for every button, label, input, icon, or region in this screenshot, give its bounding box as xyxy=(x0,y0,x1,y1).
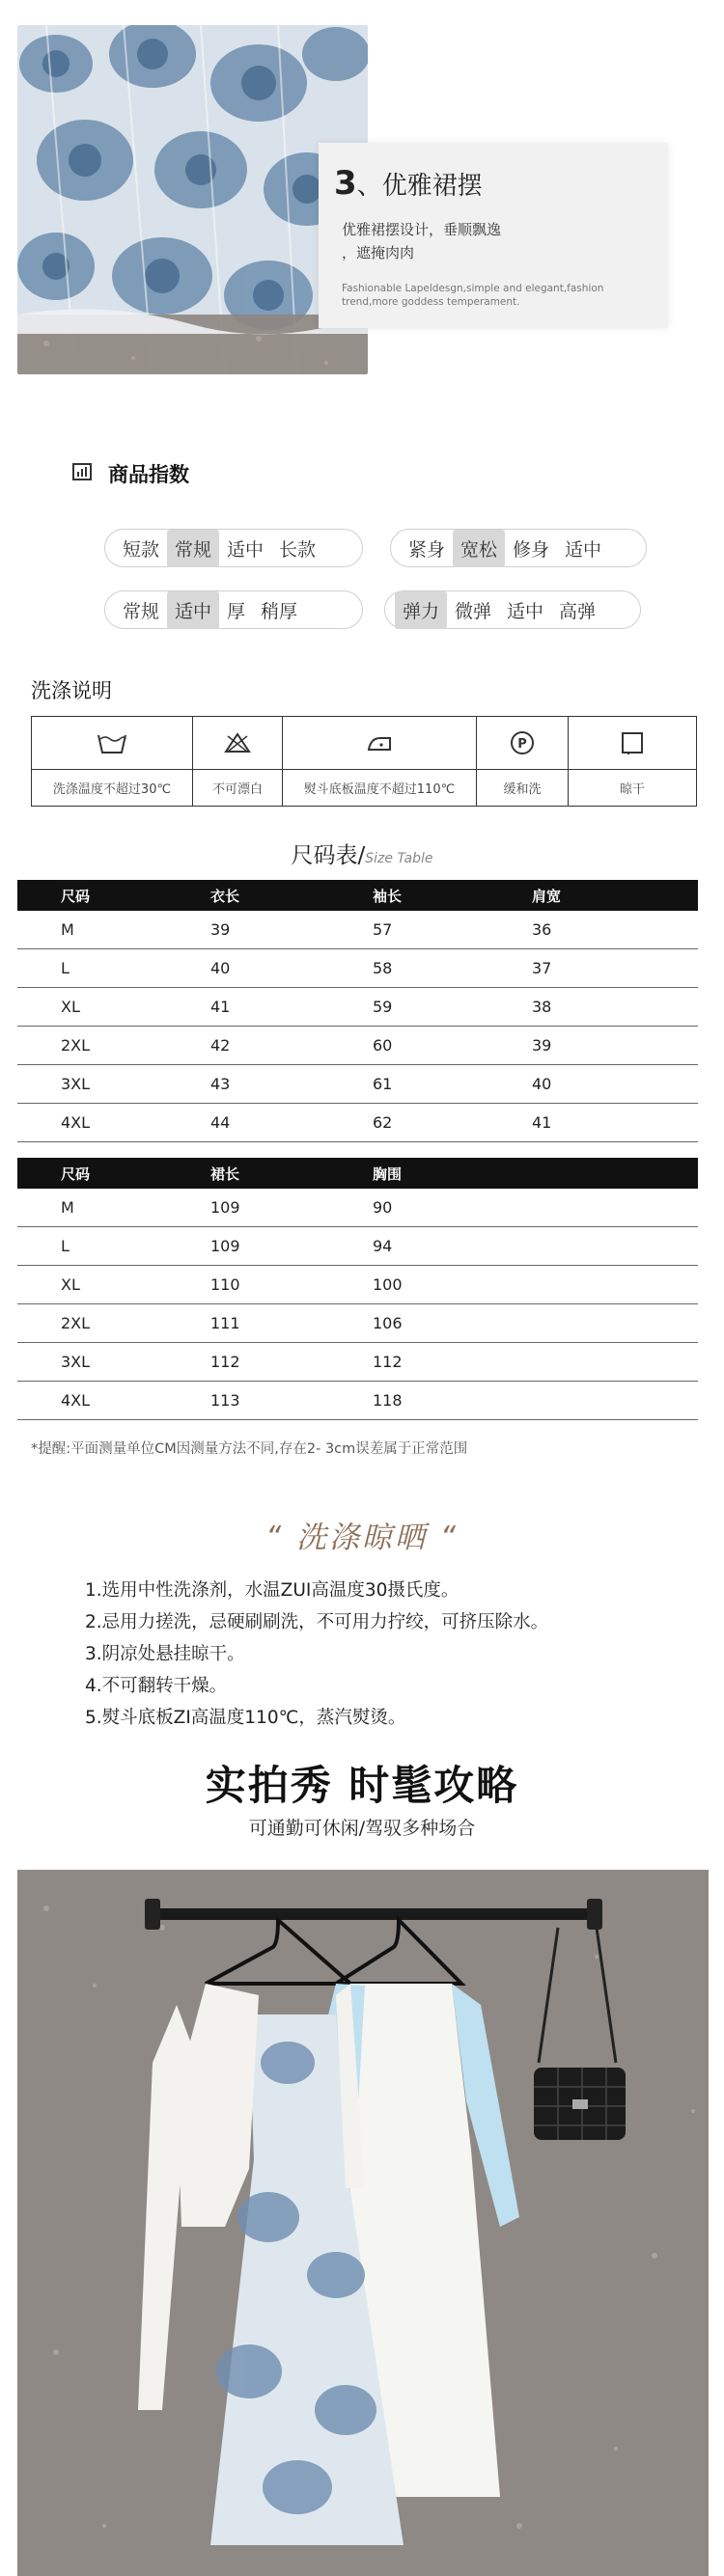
index-option: 适中 xyxy=(507,600,544,622)
index-option: 适中 xyxy=(227,538,265,561)
wash-cell xyxy=(283,717,477,806)
size-table-bottom xyxy=(17,1158,698,1420)
list-item: 2.忌用力搓洗，忌硬刷刷洗，不可用力拧绞，可挤压除水。 xyxy=(85,1612,549,1632)
column-header: 尺码 xyxy=(17,880,210,911)
index-option: 厚 xyxy=(227,600,246,622)
table-row: 3XL 43 61 40 xyxy=(17,1065,698,1104)
index-option: 高弹 xyxy=(559,600,597,622)
dry-square-icon xyxy=(569,717,696,770)
column-header: 胸围 xyxy=(373,1158,532,1189)
wash-label: 不可漂白 xyxy=(211,782,263,797)
fabric-closeup-image xyxy=(17,25,368,374)
index-thickness xyxy=(104,590,363,629)
showcase-photo xyxy=(17,1870,709,2576)
wash-dry-list xyxy=(85,1575,548,1734)
table-row: M 39 57 36 xyxy=(17,911,698,949)
index-option: 常规 xyxy=(123,600,160,622)
index-fit xyxy=(390,529,647,567)
dry-clean-p-icon xyxy=(477,717,568,770)
index-option-selected: 弹力 xyxy=(395,591,447,629)
wash-title: 洗涤说明 xyxy=(31,679,112,702)
index-option-selected: 宽松 xyxy=(453,530,505,567)
index-option: 修身 xyxy=(513,538,550,561)
index-option: 稍厚 xyxy=(261,600,298,622)
wash-cell xyxy=(477,717,569,806)
column-header xyxy=(532,1158,698,1189)
table-row: XL 110 100 xyxy=(17,1266,698,1304)
feature-title: 3、优雅裙摆 xyxy=(334,164,483,203)
wash-cell xyxy=(569,717,696,806)
iron-icon xyxy=(283,717,476,770)
no-bleach-icon xyxy=(193,717,282,770)
table-row: 3XL 112 112 xyxy=(17,1343,698,1382)
wash-cell xyxy=(193,717,283,806)
index-option: 紧身 xyxy=(408,538,446,561)
chart-icon xyxy=(72,463,92,480)
showcase-title: 实拍秀 时髦攻略 xyxy=(205,1762,519,1809)
index-option: 短款 xyxy=(123,538,160,561)
column-header: 裙长 xyxy=(210,1158,373,1189)
index-elasticity xyxy=(384,590,641,629)
index-option: 长款 xyxy=(279,538,317,561)
feature-description: 优雅裙摆设计，垂顺飘逸 ，遮掩肉肉 xyxy=(342,221,502,261)
product-index-heading: 商品指数 xyxy=(108,463,189,486)
list-item: 5.熨斗底板ZI高温度110℃，蒸汽熨烫。 xyxy=(85,1708,406,1728)
table-row: L 40 58 37 xyxy=(17,949,698,988)
column-header: 衣长 xyxy=(210,880,373,911)
index-option-selected: 常规 xyxy=(167,530,219,567)
index-length xyxy=(104,529,363,567)
table-row: M 109 90 xyxy=(17,1189,698,1227)
wash-tub-icon xyxy=(32,717,192,770)
table-row: 2XL 42 60 39 xyxy=(17,1027,698,1065)
column-header: 袖长 xyxy=(373,880,532,911)
feature-english-text: Fashionable Lapeldesgn,simple and elegant,fashion trend,more goddess temperament. xyxy=(342,283,604,308)
column-header: 肩宽 xyxy=(532,880,698,911)
svg-text:P: P xyxy=(517,737,527,752)
table-row: 4XL 113 118 xyxy=(17,1382,698,1420)
wash-cell xyxy=(32,717,193,806)
wash-label: 洗涤温度不超过30℃ xyxy=(52,782,172,797)
wash-table xyxy=(31,716,697,807)
measurement-note: *提醒:平面测量单位CM因测量方法不同,存在2- 3cm误差属于正常范围 xyxy=(31,1441,468,1457)
table-row: L 109 94 xyxy=(17,1227,698,1266)
table-row: 4XL 44 62 41 xyxy=(17,1104,698,1142)
table-row: XL 41 59 38 xyxy=(17,988,698,1027)
wash-label: 缓和洗 xyxy=(503,782,542,797)
list-item: 1.选用中性洗涤剂，水温ZUI高温度30摄氏度。 xyxy=(85,1580,459,1601)
size-table-top xyxy=(17,880,698,1142)
wash-label: 熨斗底板温度不超过110℃ xyxy=(303,782,456,797)
index-option: 适中 xyxy=(565,538,602,561)
feature-card xyxy=(319,143,668,328)
column-header: 尺码 xyxy=(17,1158,210,1189)
wash-label: 晾干 xyxy=(619,782,645,797)
wash-dry-title: “ 洗涤晾晒 “ xyxy=(265,1521,459,1555)
index-option-selected: 适中 xyxy=(167,591,219,629)
showcase-subtitle: 可通勤可休闲/驾驭多种场合 xyxy=(248,1818,476,1839)
table-row: 2XL 111 106 xyxy=(17,1304,698,1343)
size-table-title: 尺码表/Size Table xyxy=(291,843,433,868)
list-item: 4.不可翻转干燥。 xyxy=(85,1676,228,1696)
index-option: 微弹 xyxy=(455,600,492,622)
list-item: 3.阴凉处悬挂晾干。 xyxy=(85,1644,245,1664)
